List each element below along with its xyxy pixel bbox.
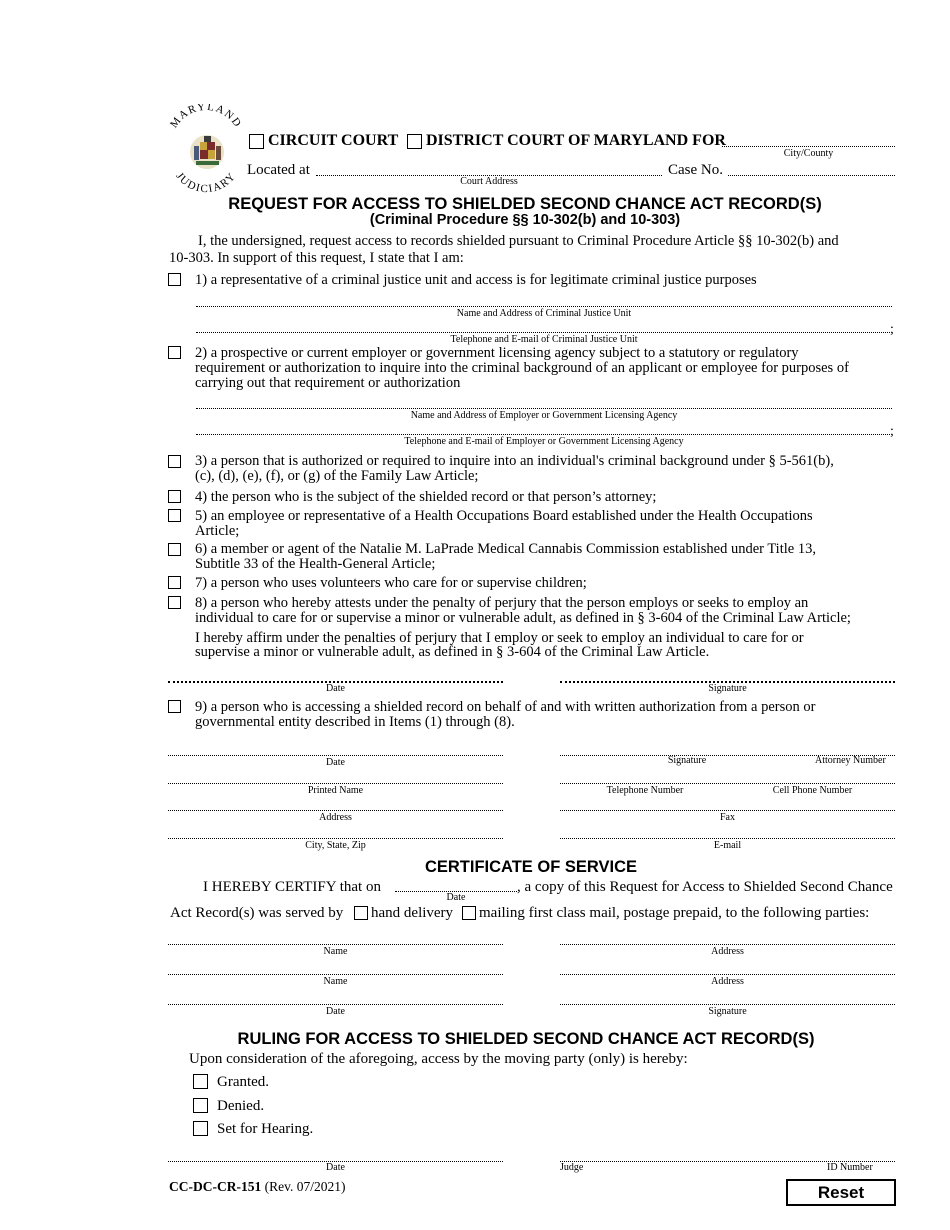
item-1-checkbox[interactable] — [168, 273, 181, 286]
fax-field[interactable] — [560, 810, 895, 811]
item-4-text: 4) the person who is the subject of the shielded record or that person’s attorney; — [195, 489, 657, 505]
ruling-heading: RULING FOR ACCESS TO SHIELDED SECOND CHANCE ACT RECORD(S) — [237, 1030, 815, 1048]
item-1-text: 1) a representative of a criminal justice unit and access is for legitimate criminal justice purposes — [195, 272, 757, 288]
certificate-line-1b: , a copy of this Request for Access to Shielded Second Chance — [517, 879, 893, 895]
circuit-court-checkbox[interactable] — [249, 134, 264, 149]
service-signed-date-field[interactable] — [168, 1004, 503, 1005]
granted-checkbox[interactable] — [193, 1074, 208, 1089]
cell-phone-number-caption: Cell Phone Number — [772, 785, 853, 796]
item-5-line-1: 5) an employee or representative of a Health Occupations Board established under the Health Occupations — [195, 508, 813, 524]
mailing-checkbox[interactable] — [462, 906, 476, 920]
form-number — [169, 1179, 345, 1195]
certificate-heading: CERTIFICATE OF SERVICE — [424, 858, 638, 876]
denied-label: Denied. — [217, 1098, 265, 1114]
item-2-line-2: requirement or authorization to inquire into the criminal background of an applicant or employee for purposes of — [195, 360, 849, 376]
affirm-line-2: supervise a minor or vulnerable adult, as defined in § 3-604 of the Criminal Law Article. — [195, 644, 710, 660]
item-9-checkbox[interactable] — [168, 700, 181, 713]
certificate-line-1a: I HEREBY CERTIFY that on — [203, 879, 381, 895]
svg-text:JUDICIARY: JUDICIARY — [173, 170, 239, 194]
service-signature-caption: Signature — [708, 1006, 747, 1017]
address-caption: Address — [319, 812, 352, 823]
reset-button[interactable]: Reset — [786, 1179, 896, 1206]
party-1-address-caption: Address — [711, 946, 744, 957]
item-7-checkbox[interactable] — [168, 576, 181, 589]
telephone-number-caption: Telephone Number — [606, 785, 684, 796]
maryland-judiciary-seal — [164, 104, 248, 194]
item-6-checkbox[interactable] — [168, 543, 181, 556]
item-8-line-1: 8) a person who hereby attests under the penalty of perjury that the person employs or seeks to employ an — [195, 595, 809, 611]
hand-delivery-label: hand delivery — [371, 905, 454, 921]
printed-name-caption: Printed Name — [307, 785, 364, 796]
item-1-phone-email-caption: Telephone and E-mail of Criminal Justice Unit — [450, 334, 638, 345]
case-no-label: Case No. — [668, 162, 723, 178]
district-court-checkbox[interactable] — [407, 134, 422, 149]
ruling-intro: Upon consideration of the aforegoing, access by the moving party (only) is hereby: — [189, 1051, 688, 1067]
item-3-line-2: (c), (d), (e), (f), or (g) of the Family Law Article; — [195, 468, 479, 484]
item-3-checkbox[interactable] — [168, 455, 181, 468]
hand-delivery-checkbox[interactable] — [354, 906, 368, 920]
item-4-checkbox[interactable] — [168, 490, 181, 503]
party-2-name-caption: Name — [323, 976, 348, 987]
item-5-line-2: Article; — [195, 523, 240, 539]
city-state-zip-caption: City, State, Zip — [305, 840, 366, 851]
item-2-semicolon: ; — [890, 424, 894, 439]
party-2-address-field[interactable] — [560, 974, 895, 975]
filer-date-field[interactable] — [168, 755, 503, 756]
party-1-name-caption: Name — [323, 946, 348, 957]
denied-checkbox[interactable] — [193, 1098, 208, 1113]
item-1-phone-email-field[interactable] — [196, 332, 890, 333]
judge-caption: Judge — [560, 1162, 584, 1173]
telephone-number-field[interactable] — [560, 783, 895, 784]
item-3-line-1: 3) a person that is authorized or required to inquire into an individual's criminal background under § 5-561(b), — [195, 453, 834, 469]
located-at-label: Located at — [247, 162, 310, 178]
case-no-field[interactable] — [728, 175, 895, 176]
granted-label: Granted. — [217, 1074, 270, 1090]
mailing-label: mailing first class mail, postage prepaid, to the following parties: — [479, 905, 870, 921]
item-2-line-1: 2) a prospective or current employer or government licensing agency subject to a statutory or regulatory — [195, 345, 799, 361]
district-court-label: DISTRICT COURT OF MARYLAND FOR — [426, 132, 726, 149]
intro-line-2: 10-303. In support of this request, I state that I am: — [169, 250, 464, 266]
filer-date-caption: Date — [326, 757, 345, 768]
printed-name-field[interactable] — [168, 783, 503, 784]
certificate-line-2a: Act Record(s) was served by — [170, 905, 344, 921]
filer-signature-caption: Signature — [667, 755, 707, 766]
item-7-text: 7) a person who uses volunteers who care for or supervise children; — [195, 575, 587, 591]
party-1-name-field[interactable] — [168, 944, 503, 945]
item-2-phone-email-field[interactable] — [196, 434, 890, 435]
ruling-date-caption: Date — [326, 1162, 345, 1173]
item-2-line-3: carrying out that requirement or authorization — [195, 375, 461, 391]
item-6-line-1: 6) a member or agent of the Natalie M. LaPrade Medical Cannabis Commission established under Title 13, — [195, 541, 816, 557]
service-signature-field[interactable] — [560, 1004, 895, 1005]
item-6-line-2: Subtitle 33 of the Health-General Article; — [195, 556, 436, 572]
form-revision: (Rev. 07/2021) — [264, 1179, 346, 1194]
item-2-name-address-caption: Name and Address of Employer or Government Licensing Agency — [410, 410, 678, 421]
attorney-number-caption: Attorney Number — [815, 755, 886, 766]
fax-caption: Fax — [720, 812, 735, 823]
item-5-checkbox[interactable] — [168, 509, 181, 522]
item-8-line-2: individual to care for or supervise a minor or vulnerable adult, as defined in § 3-604 of the Criminal Law Article; — [195, 610, 851, 626]
item-1-name-address-caption: Name and Address of Criminal Justice Unit — [456, 308, 632, 319]
affirm-line-1: I hereby affirm under the penalties of perjury that I employ or seek to employ an individual to care for or — [195, 630, 804, 646]
party-2-address-caption: Address — [711, 976, 744, 987]
service-date-caption: Date — [446, 892, 466, 903]
item-2-phone-email-caption: Telephone and E-mail of Employer or Government Licensing Agency — [404, 436, 684, 447]
email-field[interactable] — [560, 838, 895, 839]
form-code: CC-DC-CR-151 — [169, 1179, 262, 1194]
item-9-line-1: 9) a person who is accessing a shielded record on behalf of and with written authorization from a person or — [195, 699, 816, 715]
set-for-hearing-label: Set for Hearing. — [217, 1121, 314, 1137]
intro-line-1: I, the undersigned, request access to records shielded pursuant to Criminal Procedure Article §§ 10-302(b) and — [198, 233, 839, 249]
id-number-caption: ID Number — [827, 1162, 873, 1173]
item-1-name-address-field[interactable] — [196, 306, 892, 307]
city-county-field[interactable] — [722, 146, 895, 147]
item-2-checkbox[interactable] — [168, 346, 181, 359]
circuit-court-label: CIRCUIT COURT — [268, 132, 399, 149]
item-8-date-caption: Date — [326, 683, 345, 694]
form-subtitle: (Criminal Procedure §§ 10-302(b) and 10-303) — [369, 212, 681, 228]
court-address-caption: Court Address — [460, 176, 518, 187]
item-9-line-2: governmental entity described in Items (1) through (8). — [195, 714, 515, 730]
item-2-name-address-field[interactable] — [196, 408, 892, 409]
party-1-address-field[interactable] — [560, 944, 895, 945]
svg-text:MARYLAND: MARYLAND — [167, 104, 245, 131]
party-2-name-field[interactable] — [168, 974, 503, 975]
item-8-checkbox[interactable] — [168, 596, 181, 609]
address-field[interactable] — [168, 810, 503, 811]
city-state-zip-field[interactable] — [168, 838, 503, 839]
city-county-caption: City/County — [783, 148, 834, 159]
form-title: REQUEST FOR ACCESS TO SHIELDED SECOND CHANCE ACT RECORD(S) — [228, 195, 822, 213]
set-for-hearing-checkbox[interactable] — [193, 1121, 208, 1136]
item-1-semicolon: ; — [890, 322, 894, 337]
service-signed-date-caption: Date — [326, 1006, 345, 1017]
email-caption: E-mail — [713, 840, 742, 851]
item-8-signature-caption: Signature — [708, 683, 747, 694]
